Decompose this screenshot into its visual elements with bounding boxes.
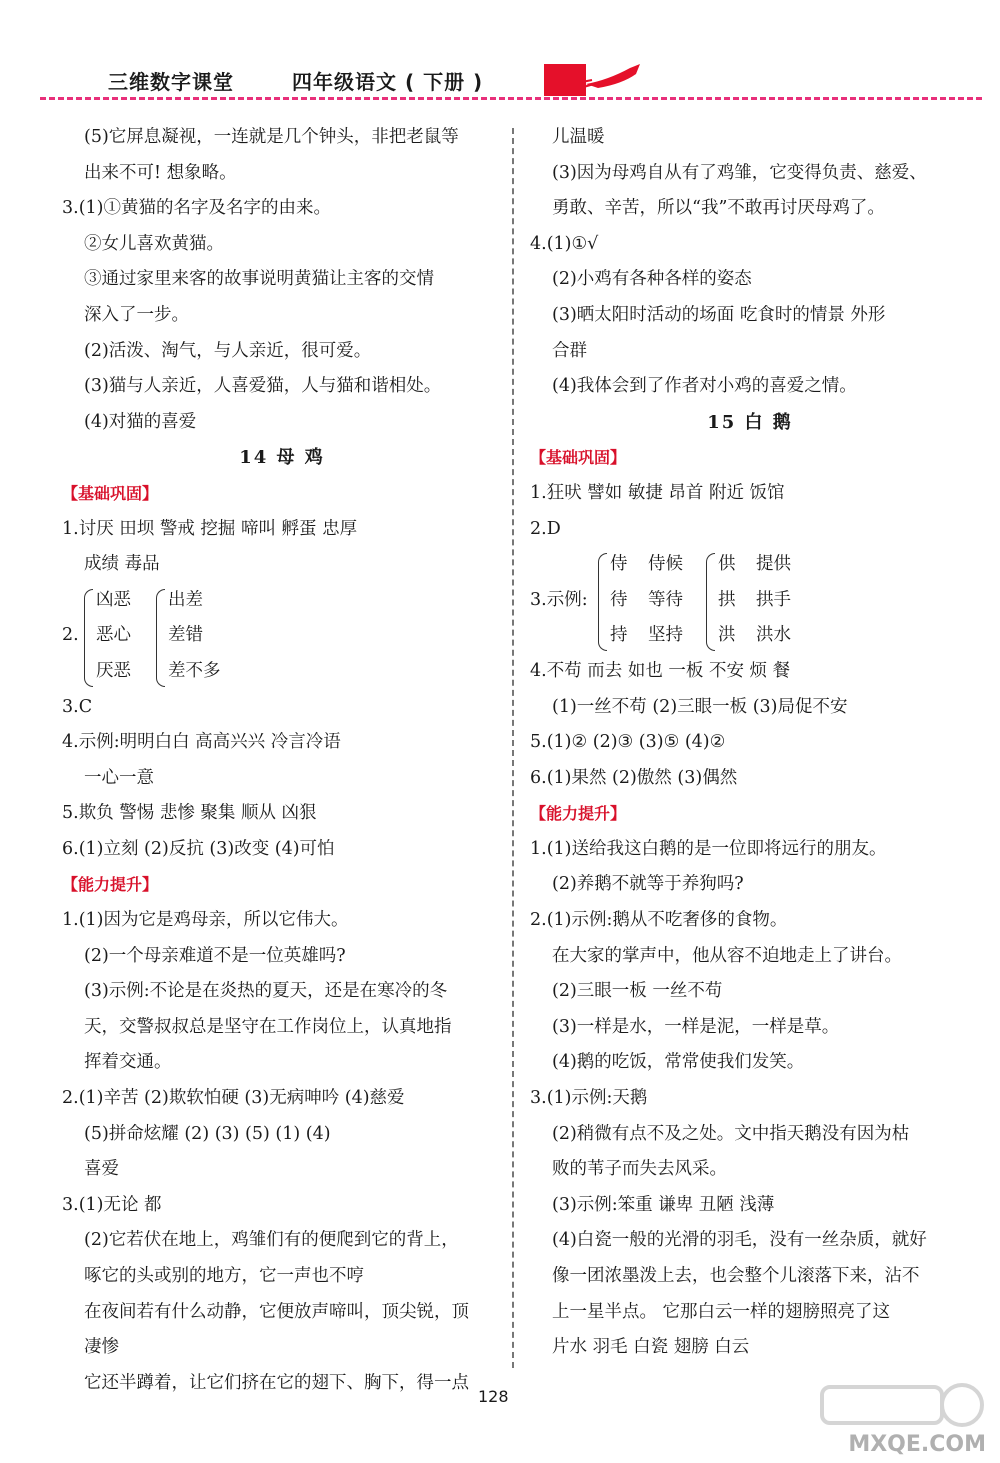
answer-line: 5.(1)② (2)③ (3)⑤ (4)②: [530, 732, 726, 753]
word: 恶心: [96, 625, 131, 646]
word: 拱手: [756, 589, 791, 610]
answer-line: 1.讨厌 田坝 警戒 挖掘 啼叫 孵蛋 忠厚: [62, 518, 358, 539]
page-number: 128: [478, 1387, 509, 1406]
answer-line: 2.D: [530, 518, 561, 539]
answer-line: 儿温暖: [552, 127, 605, 147]
answer-line: (3)一样是水，一样是泥，一样是草。: [552, 1016, 840, 1037]
section-tag: 【基础巩固】: [62, 483, 159, 503]
answer-line: 勇敢、辛苦，所以“我”不敢再讨厌母鸡了。: [552, 198, 885, 219]
answer-line: (2)养鹅不就等于养狗吗?: [552, 874, 744, 895]
series-title: 三维数字课堂: [108, 70, 234, 94]
answer-line: (5)拼命炫耀 (2) (3) (5) (1) (4): [84, 1123, 331, 1144]
answer-line: (2)稍微有点不及之处。文中指天鹅没有因为枯: [552, 1123, 910, 1144]
right-column: [530, 120, 970, 1366]
answer-line: 3.(1)①黄猫的名字及名字的由来。: [62, 198, 331, 219]
answer-line: (3)示例:不论是在炎热的夏天，还是在寒冷的冬: [84, 981, 448, 1002]
answer-line: 在夜间若有什么动静，它便放声啼叫，顶尖锐，顶: [84, 1301, 469, 1322]
answer-line: (4)对猫的喜爱: [84, 411, 197, 432]
left-column: [62, 120, 502, 1401]
word-group: [530, 547, 970, 654]
brace: [84, 589, 93, 687]
header-dashed-rule: [40, 97, 982, 100]
word: 提供: [756, 554, 791, 575]
answer-line: 2.(1)辛苦 (2)欺软怕硬 (3)无病呻吟 (4)慈爱: [62, 1088, 405, 1109]
question-number: 3.示例:: [530, 589, 588, 610]
lesson-title: 14 母 鸡: [239, 447, 325, 469]
answer-line: 合群: [552, 340, 587, 361]
answer-line: 4.(1)①√: [530, 233, 599, 254]
watermark-text: MXQE.COM: [848, 1432, 986, 1457]
answer-line: (2)它若伏在地上，鸡雏们有的便爬到它的背上，: [84, 1230, 459, 1251]
section-tag: 【基础巩固】: [530, 448, 627, 468]
word: 凶恶: [96, 589, 131, 610]
answer-line: (2)小鸡有各种各样的姿态: [552, 269, 752, 290]
answer-line: (3)示例:笨重 谦卑 丑陋 浅薄: [552, 1194, 775, 1215]
answer-line: (2)活泼、淘气，与人亲近，很可爱。: [84, 340, 372, 361]
answer-line: ③通过家里来客的故事说明黄猫让主客的交情: [84, 269, 434, 290]
word-group: [62, 583, 502, 690]
answer-line: ②女儿喜欢黄猫。: [84, 233, 224, 254]
word: 差错: [168, 625, 203, 646]
answer-line: 败的苇子而失去风采。: [552, 1159, 727, 1180]
answer-line: 深入了一步。: [84, 304, 189, 325]
page-header: [0, 0, 1000, 110]
section-tag: 【能力提升】: [62, 875, 159, 895]
brace: [598, 553, 607, 651]
char: 待: [610, 589, 628, 610]
char: 持: [610, 625, 628, 646]
lesson-title: 15 白 鹅: [707, 411, 793, 433]
answer-line: (1)一丝不苟 (2)三眼一板 (3)局促不安: [552, 696, 848, 717]
char: 侍: [610, 554, 628, 575]
brace: [156, 589, 165, 687]
answer-line: 6.(1)果然 (2)傲然 (3)偶然: [530, 767, 738, 788]
answer-line: 6.(1)立刻 (2)反抗 (3)改变 (4)可怕: [62, 838, 335, 859]
answer-line: (2)三眼一板 一丝不苟: [552, 981, 723, 1002]
char: 洪: [718, 625, 736, 646]
answer-line: 啄它的头或别的地方，它一声也不哼: [84, 1266, 364, 1287]
question-number: 2.: [62, 625, 79, 646]
section-tag: 【能力提升】: [530, 804, 627, 824]
answer-line: (4)我体会到了作者对小鸡的喜爱之情。: [552, 376, 857, 397]
answer-line: (4)白瓷一般的光滑的羽毛，没有一丝杂质，就好: [552, 1230, 927, 1251]
answer-line: 3.(1)无论 都: [62, 1194, 162, 1215]
answer-line: 1.(1)因为它是鸡母亲，所以它伟大。: [62, 910, 349, 931]
answer-line: 片水 羽毛 白瓷 翅膀 白云: [552, 1337, 750, 1358]
answer-line: 出来不可! 想象略。: [84, 162, 237, 183]
word: 厌恶: [96, 660, 131, 681]
answer-line: 喜爱: [84, 1159, 119, 1180]
answer-line: (3)因为母鸡自从有了鸡雏，它变得负责、慈爱、: [552, 162, 927, 183]
word: 差不多: [168, 660, 221, 681]
answer-line: (4)鹅的吃饭，常常使我们发笑。: [552, 1052, 805, 1073]
answer-line: 一心一意: [84, 767, 154, 788]
answer-line: 3.(1)示例:天鹅: [530, 1088, 648, 1109]
answer-line: (2)一个母亲难道不是一位英雄吗?: [84, 945, 346, 966]
word: 侍候: [648, 554, 683, 575]
word: 坚持: [648, 625, 683, 646]
brace: [706, 553, 715, 651]
answer-line: 3.C: [62, 696, 93, 717]
answer-line: 4.不苟 而去 如也 一板 不安 烦 餐: [530, 660, 791, 681]
answer-line: 2.(1)示例:鹅从不吃奢侈的食物。: [530, 910, 788, 931]
answer-line: (3)猫与人亲近，人喜爱猫，人与猫和谐相处。: [84, 376, 442, 397]
word: 出差: [168, 589, 203, 610]
answer-line: (5)它屏息凝视，一连就是几个钟头，非把老鼠等: [84, 127, 459, 147]
answer-line: 1.(1)送给我这白鹅的是一位即将远行的朋友。: [530, 838, 887, 859]
answer-line: 4.示例:明明白白 高高兴兴 冷言冷语: [62, 732, 341, 753]
rocket-icon: [578, 62, 648, 92]
answer-line: 1.狂吠 譬如 敏捷 昂首 附近 饭馆: [530, 482, 785, 503]
column-divider: [512, 128, 514, 1368]
answer-line: 在大家的掌声中，他从容不迫地走上了讲台。: [552, 945, 902, 966]
answer-line: 凄惨: [84, 1337, 119, 1358]
answer-line: 成绩 毒品: [84, 554, 160, 575]
word: 等待: [648, 589, 683, 610]
answer-line: 天，交警叔叔总是坚守在工作岗位上，认真地指: [84, 1016, 452, 1037]
book-title: 四年级语文 ( 下册 ): [292, 70, 484, 94]
answer-line: 5.欺负 警惕 悲惨 聚集 顺从 凶狠: [62, 803, 317, 824]
char: 供: [718, 554, 736, 575]
word: 洪水: [756, 625, 791, 646]
answer-line: (3)晒太阳时活动的场面 吃食时的情景 外形: [552, 304, 886, 325]
answer-line: 挥着交通。: [84, 1052, 172, 1073]
answer-line: 上一星半点。 它那白云一样的翅膀照亮了这: [552, 1301, 891, 1322]
answer-line: 它还半蹲着，让它们挤在它的翅下、胸下，得一点: [84, 1372, 469, 1393]
char: 拱: [718, 589, 736, 610]
answer-line: 像一团浓墨泼上去，也会整个儿滚落下来，沾不: [552, 1266, 920, 1287]
